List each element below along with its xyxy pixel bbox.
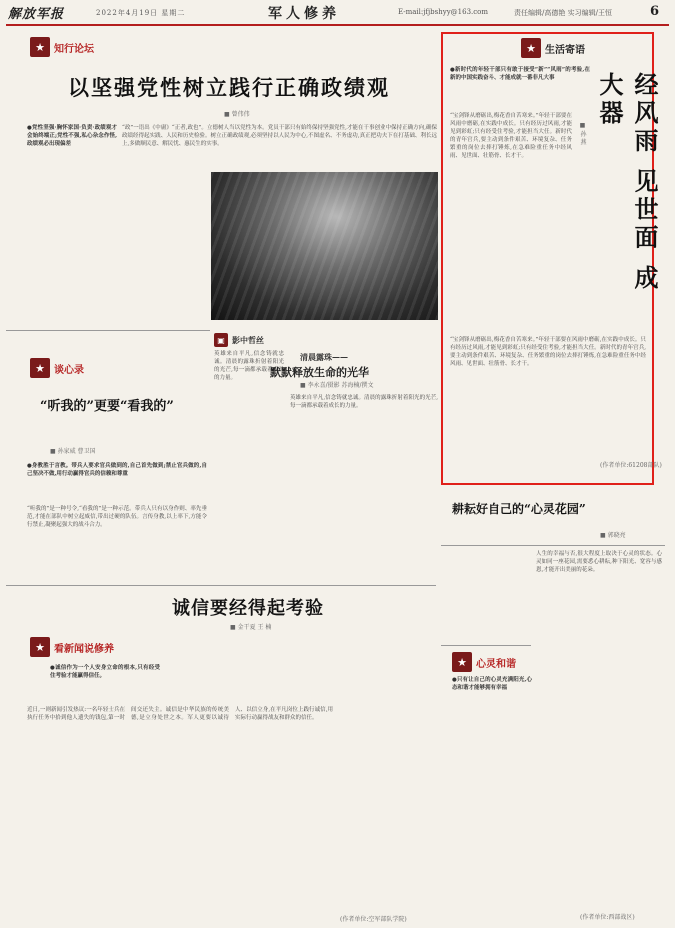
integrity-label: 看新闻说修养	[54, 643, 114, 655]
forum-section-header	[30, 37, 94, 57]
forum-body: “政”一语出《中庸》“正者,政也”。立德树人当以党性为本。党员干部只有始终保持坚强党性,才能在干事创业中保持正确方向,确保政绩经得起实践、人民和历史检验。树立正确政绩观,必须坚持以人民为中心,不图虚名、不务虚功,真正把功夫下在打基础、利长远上,多做顺民意、解民忧、惠民生的实事。	[122, 125, 437, 147]
star-icon: ★	[30, 37, 50, 57]
friendship-body: 人生的幸福与否,很大程度上取决于心灵的状态。心灵如同一座花园,需要悉心耕耘,种下阳光、宽容与感恩,才能开出美丽的花朵。	[536, 551, 662, 573]
friendship-source: (作者单位:西部战区)	[580, 914, 635, 921]
divider	[6, 585, 436, 586]
life-title: 经风雨 见世面 成大器	[595, 72, 659, 293]
friendship-section-header	[452, 652, 516, 672]
newspaper-logo: 解放军报	[8, 7, 65, 22]
issue-date: 2022年4月19日 星期二	[96, 9, 186, 17]
film-icon: ▣	[214, 333, 228, 347]
talk-label: 谈心录	[54, 364, 84, 376]
farmland-author: ■ 郭晓亮	[600, 532, 626, 539]
life-body-2: “宝剑锋从磨砺出,梅花香自苦寒来。”年轻干部要在风雨中磨砺,在实践中成长。只有经历过风雨,才能见到彩虹;只有经受住考验,才能担当大任。新时代的青年官兵,要主动到条件艰苦、环境复杂、任务繁重的岗位去摔打锤炼,在急难险重任务中经风雨、见世面、壮筋骨、长才干。	[450, 337, 646, 367]
life-body-1: “宝剑锋从磨砺出,梅花香自苦寒来。”年轻干部要在风雨中磨砺,在实践中成长。只有经历过风雨,才能见到彩虹;只有经受住考验,才能担当大任。新时代的青年官兵,要主动到条件艰苦、环境复杂、任务繁重的岗位去摔打锤炼,在急难险重任务中经风雨、见世面、壮筋骨、长才干。	[450, 113, 572, 159]
talk-author: ■ 孙家威 曹卫国	[50, 448, 96, 455]
divider	[6, 330, 210, 331]
shadow-body: 英雄来自平凡,信念铸就忠诚。清晨的露珠折射着阳光的光芒,每一滴都承载着成长的力量。	[214, 351, 284, 381]
talk-lead: ●身教胜于言教。带兵人要求官兵做到的,自己首先做到;禁止官兵做的,自己坚决不做,用行动赢得官兵的信赖和尊重	[27, 463, 207, 477]
star-icon: ★	[30, 637, 50, 657]
shadow-label: 影中哲丝	[232, 335, 264, 345]
friendship-label: 心灵和谐	[476, 658, 516, 670]
star-icon: ★	[521, 38, 541, 58]
life-author: ■ 孙 燕	[579, 122, 586, 145]
star-icon: ★	[452, 652, 472, 672]
section-title: 军人修养	[268, 6, 340, 22]
photo-credit: ■ 李永喜/摄影 苏海楠/撰文	[300, 382, 374, 389]
forum-author: ■ 曾伟伟	[224, 111, 250, 118]
shadow-body-extra: 英雄来自平凡,信念铸就忠诚。清晨的露珠折射着阳光的光芒,每一滴都承载着成长的力量。	[290, 395, 438, 409]
editor-credit: 责任编辑/高德艳 实习编辑/王恒	[514, 9, 612, 17]
life-source: (作者单位:61208部队)	[600, 462, 662, 469]
friendship-lead: ●只有让自己的心灵充满阳光,心态和谐才能够拥有幸福	[452, 677, 532, 691]
farmland-title: 耕耘好自己的“心灵花园”	[452, 502, 586, 516]
integrity-source: (作者单位:空军部队学院)	[340, 916, 407, 923]
integrity-author: ■ 金干夏 王 楠	[230, 624, 272, 631]
integrity-lead: ●诚信作为一个人安身立命的根本,只有经受住考验才能赢得信任。	[50, 665, 160, 679]
life-lead: ●新时代的年轻干部只有敢于接受“新”“风雨”的考验,在新的中国实践奋斗、才能成就一番非凡大事	[450, 67, 590, 81]
photo-dewdrop	[211, 172, 438, 320]
photo-caption-title: 清晨露珠——	[300, 352, 348, 362]
talk-body: “听我的”是一种号令,“看我的”是一种示范。带兵人只有以身作则、率先垂范,才能在部队中树立起威信,带出过硬的队伍。言传身教,以上率下,方能令行禁止,凝聚起强大的战斗合力。	[27, 506, 207, 528]
forum-title: 以坚强党性树立践行正确政绩观	[68, 75, 390, 100]
star-icon: ★	[30, 358, 50, 378]
divider	[441, 645, 531, 646]
integrity-section-header	[30, 637, 114, 657]
photo-caption-sub: 默默释放生命的光华	[270, 366, 369, 379]
life-label: 生活寄语	[545, 44, 585, 56]
integrity-body: 近日,一则新闻引发热议:一名年轻士兵在执行任务中拾到他人遗失的钱包,第一时间交还失主。诚信是中华民族的传统美德,是立身处世之本。军人更要以诚待人、以信立身,在平凡岗位上践行诚信,用实际行动赢得战友和群众的信任。	[27, 707, 333, 721]
shadow-section-header	[214, 333, 264, 347]
life-section-header	[521, 38, 585, 58]
forum-label: 知行论坛	[54, 43, 94, 55]
integrity-title: 诚信要经得起考验	[172, 598, 324, 619]
forum-lead: ●党性坚强·胸怀家国·负责·政绩观才会始终端正;党性不强,私心杂念作怪,政绩观必出现偏差	[27, 125, 117, 147]
talk-title: “听我的”更要“看我的”	[40, 399, 174, 414]
divider	[441, 545, 665, 546]
page-number: 6	[650, 4, 660, 19]
contact-email: E-mail:jfjbshyy@163.com	[398, 8, 489, 16]
talk-section-header	[30, 358, 84, 378]
